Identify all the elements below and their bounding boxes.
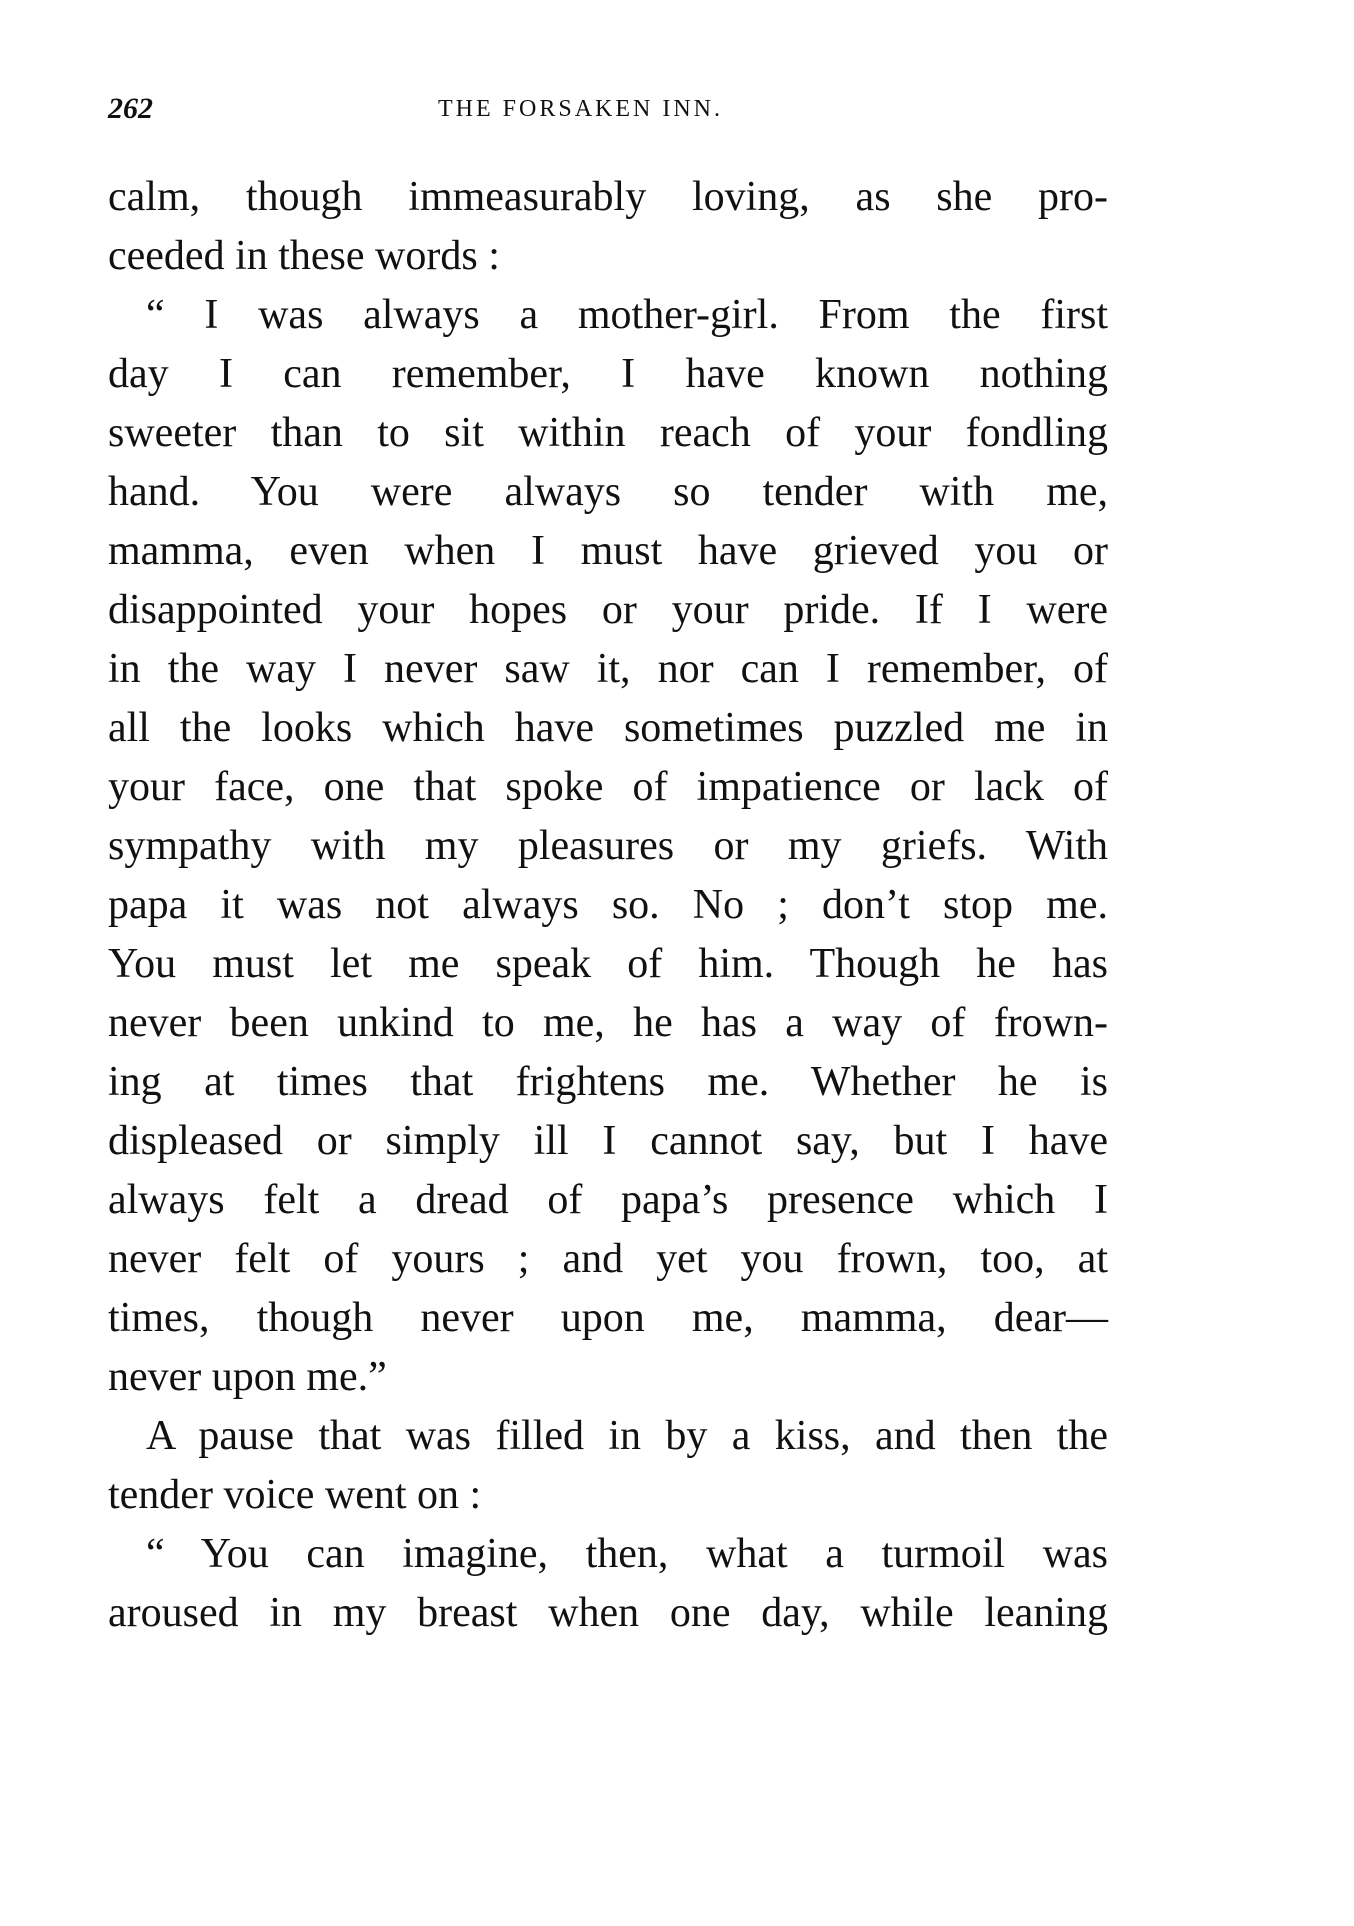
text-line: A pause that was filled in by a kiss, and then the [146, 1413, 1108, 1459]
text-line: your face, one that spoke of impatience or lack of [108, 764, 1108, 810]
page-number: 262 [108, 92, 153, 125]
text-line: hand. You were always so tender with me, [108, 469, 1108, 515]
text-line: never been unkind to me, he has a way of frown- [108, 1000, 1108, 1046]
text-line: mamma, even when I must have grieved you or [108, 528, 1108, 574]
text-line: never upon me.” [108, 1354, 387, 1400]
text-line: tender voice went on : [108, 1472, 482, 1518]
text-line: disappointed your hopes or your pride. If I were [108, 587, 1108, 633]
text-line: always felt a dread of papa’s presence which I [108, 1177, 1108, 1223]
text-line: never felt of yours ; and yet you frown, too, at [108, 1236, 1108, 1282]
text-line: “ You can imagine, then, what a turmoil was [146, 1531, 1108, 1577]
text-line: aroused in my breast when one day, while leaning [108, 1590, 1108, 1636]
text-line: displeased or simply ill I cannot say, but I have [108, 1118, 1108, 1164]
text-line: sweeter than to sit within reach of your fondling [108, 410, 1108, 456]
text-line: calm, though immeasurably loving, as she pro- [108, 174, 1108, 220]
text-line: all the looks which have sometimes puzzled me in [108, 705, 1108, 751]
text-line: papa it was not always so. No ; don’t stop me. [108, 882, 1108, 928]
running-title: THE FORSAKEN INN. [438, 96, 723, 122]
text-line: “ I was always a mother-girl. From the first [146, 292, 1108, 338]
text-line: times, though never upon me, mamma, dear— [108, 1295, 1108, 1341]
running-head [108, 92, 1108, 132]
text-line: in the way I never saw it, nor can I remember, of [108, 646, 1108, 692]
text-line: day I can remember, I have known nothing [108, 351, 1108, 397]
text-line: ing at times that frightens me. Whether he is [108, 1059, 1108, 1105]
body-text [108, 168, 1108, 1643]
text-line: You must let me speak of him. Though he has [108, 941, 1108, 987]
text-line: ceeded in these words : [108, 233, 500, 279]
text-line: sympathy with my pleasures or my griefs. With [108, 823, 1108, 869]
